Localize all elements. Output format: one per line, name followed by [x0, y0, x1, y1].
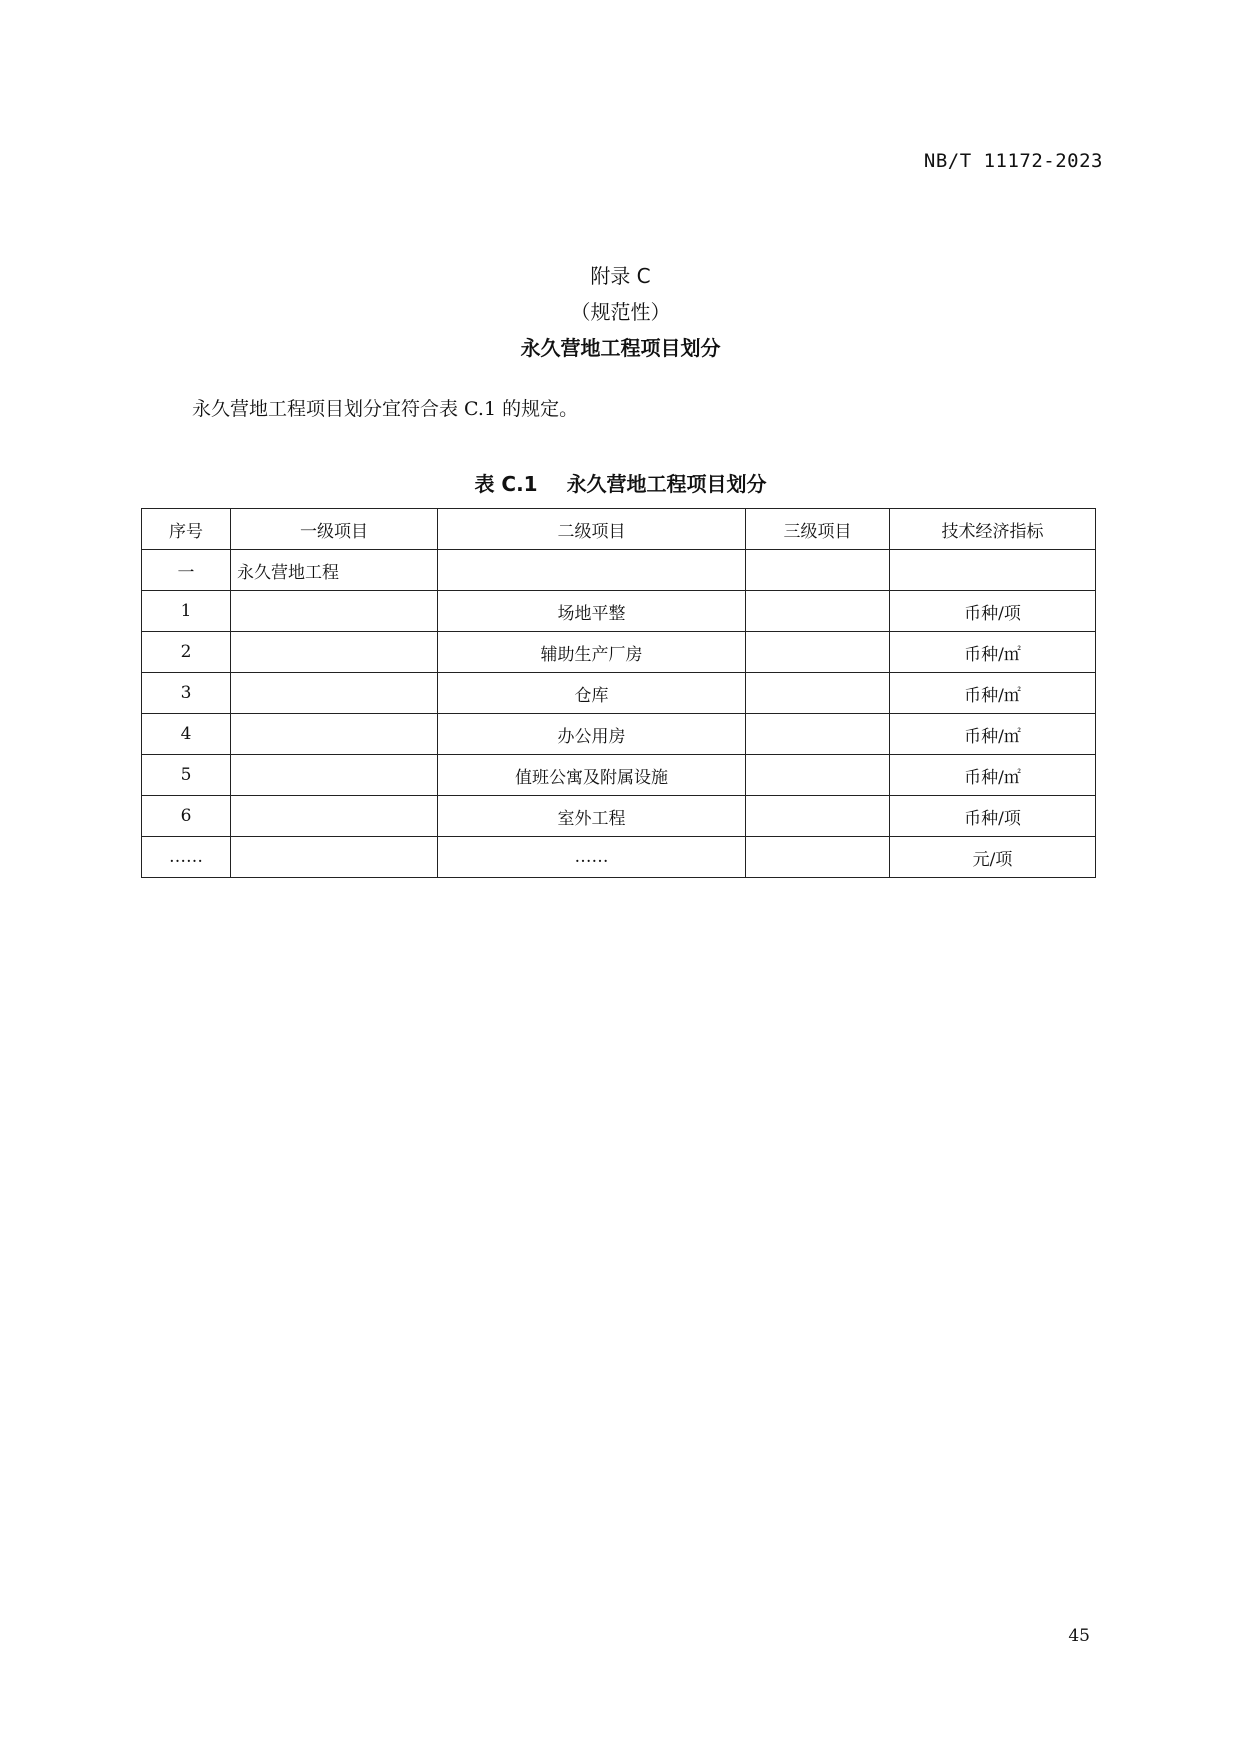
cell-serial-number: 3 — [142, 673, 231, 714]
header-tech-economic-indicator: 技术经济指标 — [890, 509, 1096, 550]
cell-level1-item — [231, 714, 438, 755]
document-code: NB/T 11172-2023 — [923, 150, 1103, 172]
cell-level2-item — [438, 550, 746, 591]
cell-serial-number: …… — [142, 837, 231, 878]
cell-level3-item — [746, 550, 890, 591]
cell-level3-item — [746, 796, 890, 837]
table-row — [142, 755, 1096, 796]
cell-level1-item — [231, 632, 438, 673]
table-row — [142, 673, 1096, 714]
cell-indicator: 币种/㎡ — [890, 632, 1096, 673]
intro-paragraph: 永久营地工程项目划分宜符合表 C.1 的规定。 — [192, 398, 579, 420]
cell-level1-item — [231, 591, 438, 632]
table-header-row — [142, 509, 1096, 550]
appendix-nature: （规范性） — [570, 300, 671, 324]
cell-serial-number: 2 — [142, 632, 231, 673]
cell-level1-item: 永久营地工程 — [231, 550, 438, 591]
table-row — [142, 591, 1096, 632]
cell-level2-item: …… — [438, 837, 746, 878]
appendix-title: 永久营地工程项目划分 — [520, 336, 721, 360]
cell-indicator: 币种/㎡ — [890, 673, 1096, 714]
cell-serial-number: 4 — [142, 714, 231, 755]
cell-level1-item — [231, 673, 438, 714]
cell-serial-number: 一 — [142, 550, 231, 591]
cell-serial-number: 5 — [142, 755, 231, 796]
page-number: 45 — [1068, 1626, 1090, 1646]
table-caption-number: 表 C.1 — [474, 472, 538, 496]
appendix-heading — [0, 258, 1241, 366]
cell-indicator: 币种/㎡ — [890, 755, 1096, 796]
cell-level3-item — [746, 714, 890, 755]
cell-level3-item — [746, 673, 890, 714]
cell-level2-item: 场地平整 — [438, 591, 746, 632]
cell-level3-item — [746, 755, 890, 796]
table-row — [142, 632, 1096, 673]
table-caption-title: 永久营地工程项目划分 — [566, 472, 767, 496]
cell-level3-item — [746, 837, 890, 878]
table-caption — [0, 468, 1241, 497]
cell-indicator: 元/项 — [890, 837, 1096, 878]
table-row — [142, 714, 1096, 755]
header-level3-item: 三级项目 — [746, 509, 890, 550]
cell-level2-item: 仓库 — [438, 673, 746, 714]
header-level2-item: 二级项目 — [438, 509, 746, 550]
header-serial-number: 序号 — [142, 509, 231, 550]
cell-level2-item: 室外工程 — [438, 796, 746, 837]
cell-indicator: 币种/项 — [890, 591, 1096, 632]
cell-indicator: 币种/㎡ — [890, 714, 1096, 755]
cell-level2-item: 值班公寓及附属设施 — [438, 755, 746, 796]
table-row — [142, 796, 1096, 837]
cell-level2-item: 辅助生产厂房 — [438, 632, 746, 673]
cell-indicator — [890, 550, 1096, 591]
cell-level1-item — [231, 837, 438, 878]
appendix-label: 附录 C — [590, 264, 651, 288]
cell-level2-item: 办公用房 — [438, 714, 746, 755]
project-division-table — [141, 508, 1096, 878]
cell-level3-item — [746, 632, 890, 673]
header-level1-item: 一级项目 — [231, 509, 438, 550]
cell-level3-item — [746, 591, 890, 632]
cell-indicator: 币种/项 — [890, 796, 1096, 837]
cell-level1-item — [231, 796, 438, 837]
cell-serial-number: 6 — [142, 796, 231, 837]
table-row — [142, 550, 1096, 591]
cell-level1-item — [231, 755, 438, 796]
cell-serial-number: 1 — [142, 591, 231, 632]
table-row — [142, 837, 1096, 878]
